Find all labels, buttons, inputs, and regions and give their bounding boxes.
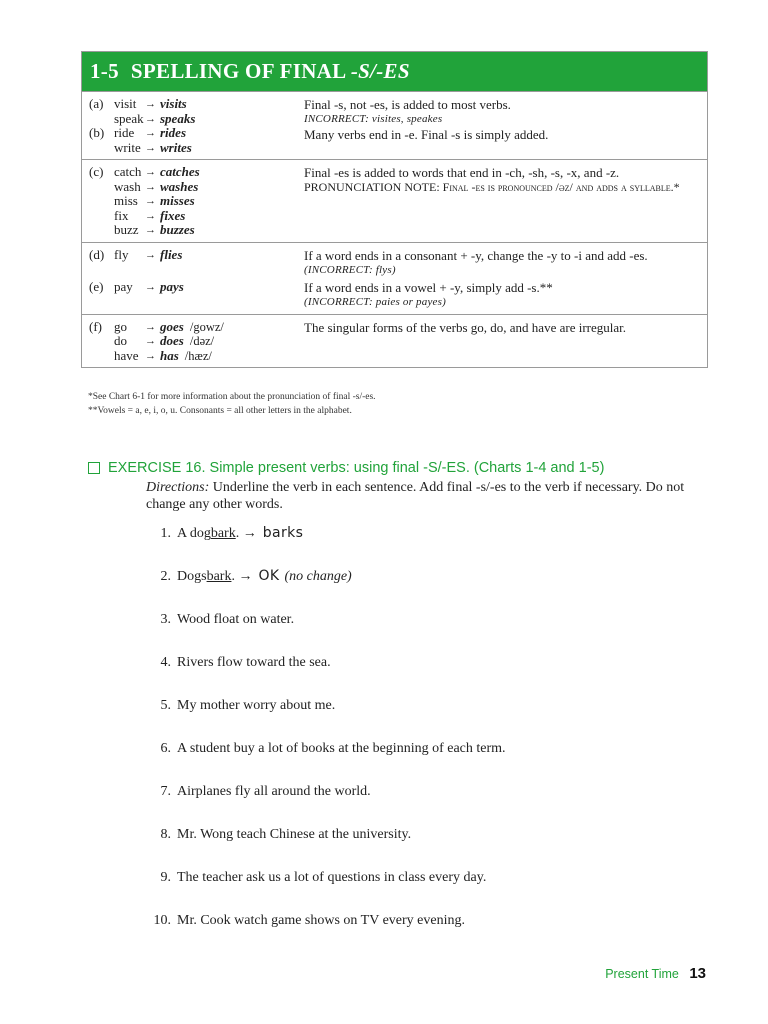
examples-column bbox=[82, 92, 294, 159]
answer-note: (no change) bbox=[284, 569, 352, 584]
example-line: do → does /dəz/ bbox=[114, 333, 215, 348]
page-number: 13 bbox=[689, 965, 706, 982]
handwritten-answer: OK bbox=[258, 568, 280, 584]
notes-column bbox=[294, 160, 707, 242]
chart-number: 1-5 bbox=[90, 59, 119, 83]
exercise-item: 2. Dogs bark . → OK (no change) bbox=[160, 568, 352, 584]
note-incorrect: (INCORRECT: paies or payes) bbox=[304, 295, 446, 308]
exercise-item: 9. The teacher ask us a lot of questions in class every day. bbox=[160, 870, 487, 885]
footnote: *See Chart 6-1 for more information about the pronunciation of final -s/-es. bbox=[88, 392, 376, 402]
note: Many verbs end in -e. Final -s is simply added. bbox=[304, 127, 549, 142]
example-line: fix → fixes bbox=[114, 207, 186, 223]
example-line: (c) catch → catches bbox=[89, 164, 200, 179]
exercise-header bbox=[88, 460, 604, 476]
exercise-title: EXERCISE 16. Simple present verbs: using final -S/-ES. (Charts 1-4 and 1-5) bbox=[108, 460, 605, 476]
exercise-item: 4. Rivers flow toward the sea. bbox=[160, 655, 331, 670]
example-line: have → has /hæz/ bbox=[114, 347, 212, 363]
exercise-item: 6. A student buy a lot of books at the beginning of each term. bbox=[160, 741, 506, 756]
exercise-item: 10. Mr. Cook watch game shows on TV every evening. bbox=[153, 913, 465, 928]
footnote: **Vowels = a, e, i, o, u. Consonants = all other letters in the alphabet. bbox=[88, 406, 352, 416]
underlined-verb: bark bbox=[206, 569, 232, 584]
example-line: write → writes bbox=[114, 139, 192, 155]
note: Final -es is added to words that end in -ch, -sh, -s, -x, and -z. bbox=[304, 165, 620, 180]
note: If a word ends in a vowel + -y, simply add -s.** bbox=[304, 279, 553, 295]
chart-footnotes bbox=[88, 390, 376, 418]
example-line: speak → speaks bbox=[114, 110, 196, 126]
grammar-chart bbox=[81, 51, 708, 368]
directions-label: Directions: bbox=[146, 480, 210, 495]
underlined-verb: bark bbox=[210, 526, 236, 541]
notes-column bbox=[294, 92, 707, 159]
examples-column bbox=[82, 243, 294, 314]
example-line: (a) visit → visits bbox=[89, 96, 187, 111]
directions-text: Underline the verb in each sentence. Add final -s/-es to the verb if necessary. Do not change any other words. bbox=[146, 480, 685, 512]
example-line: miss → misses bbox=[114, 193, 195, 208]
page-footer bbox=[605, 965, 706, 983]
chart-row-2 bbox=[82, 159, 707, 242]
example-line: (b) ride → rides bbox=[89, 125, 186, 140]
section-name: Present Time bbox=[605, 967, 679, 981]
notes-column bbox=[294, 315, 707, 368]
notes-column bbox=[294, 243, 707, 314]
chart-row-3 bbox=[82, 242, 707, 314]
exercise-item: 3. Wood float on water. bbox=[160, 612, 295, 627]
note: If a word ends in a consonant + -y, change the -y to -i and add -es. bbox=[304, 247, 648, 263]
chart-header bbox=[82, 52, 707, 91]
exercise-item: 1. A dog bark . → barks bbox=[160, 525, 304, 541]
chart-row-1 bbox=[82, 91, 707, 159]
exercise-directions bbox=[146, 479, 706, 513]
example-line: buzz → buzzes bbox=[114, 222, 195, 237]
note: Final -s, not -es, is added to most verbs. bbox=[304, 97, 511, 112]
chart-title: SPELLING OF FINAL -S/-ES bbox=[130, 59, 410, 83]
example-line: (e) pay → pays bbox=[89, 279, 184, 294]
checkbox-icon[interactable] bbox=[88, 462, 100, 474]
chart-row-4 bbox=[82, 314, 707, 368]
note-incorrect: (INCORRECT: flys) bbox=[304, 263, 396, 276]
exercise-item: 5. My mother worry about me. bbox=[160, 698, 336, 713]
exercise-item: 8. Mr. Wong teach Chinese at the university. bbox=[160, 827, 412, 842]
exercise-item: 7. Airplanes fly all around the world. bbox=[160, 784, 371, 799]
note: The singular forms of the verbs go, do, and have are irregular. bbox=[304, 319, 627, 335]
note-incorrect: INCORRECT: visites, speakes bbox=[304, 113, 443, 125]
example-line: (d) fly → flies bbox=[89, 246, 183, 262]
handwritten-answer: barks bbox=[262, 525, 304, 541]
examples-column bbox=[82, 315, 294, 368]
example-line: (f) go → goes /gowz/ bbox=[89, 318, 224, 334]
pronunciation-note: PRONUNCIATION NOTE: Final -es is pronounced /əz/ and adds a syllable.* bbox=[304, 180, 680, 194]
example-line: wash → washes bbox=[114, 178, 199, 194]
examples-column bbox=[82, 160, 294, 242]
